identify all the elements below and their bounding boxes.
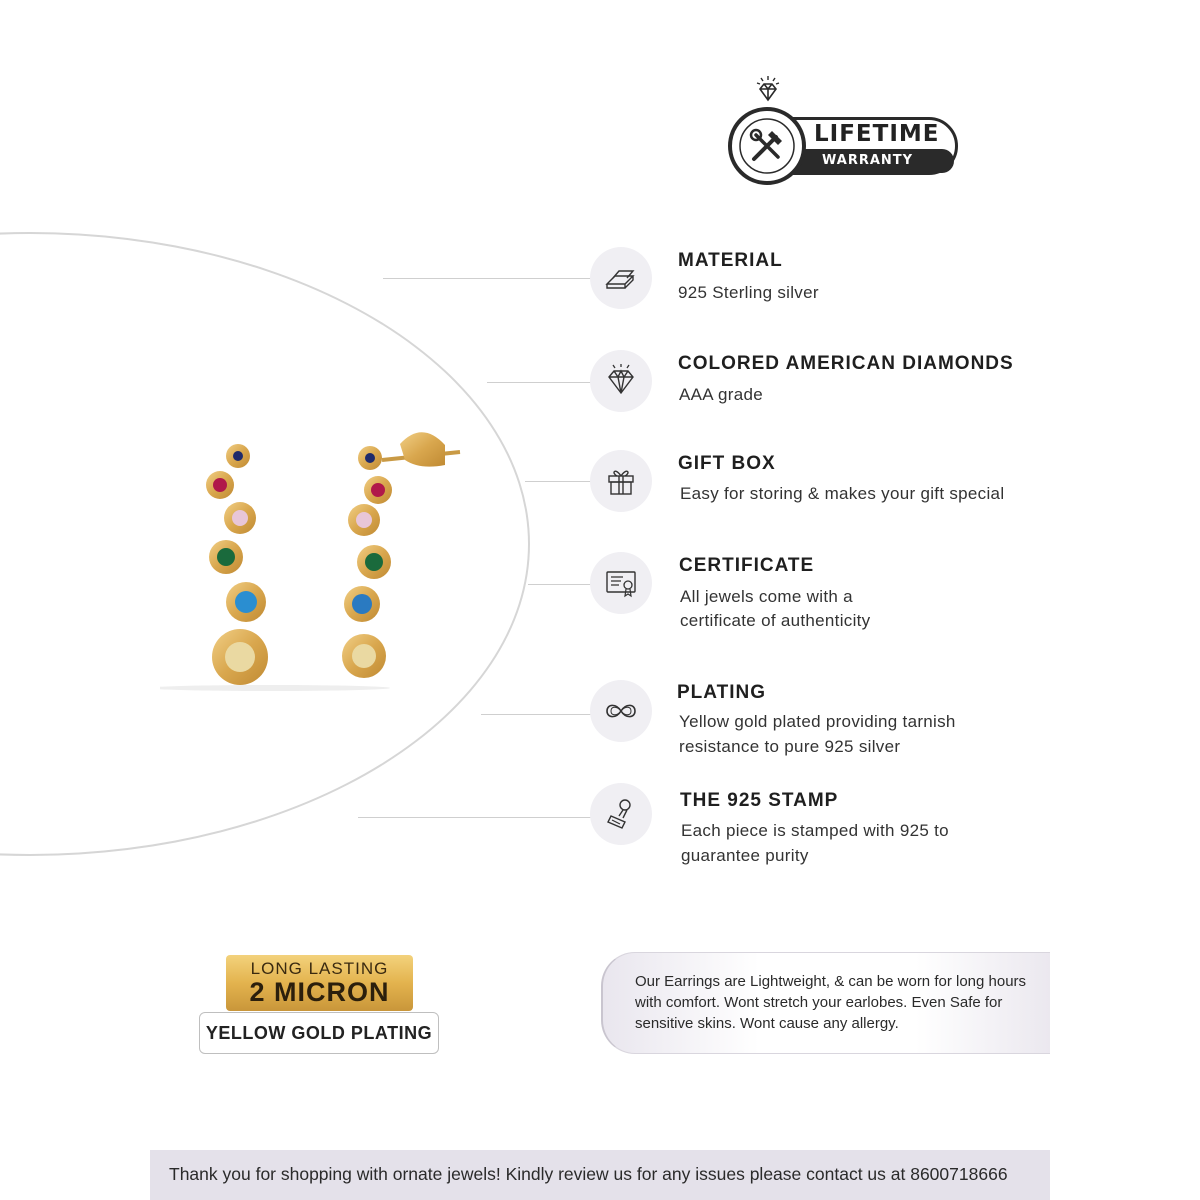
long-lasting-label: LONG LASTING	[250, 959, 389, 978]
footer-banner	[150, 1150, 1050, 1200]
material-title: MATERIAL	[678, 250, 783, 271]
comfort-note-text: Our Earrings are Lightweight, & can be worn for long hours with comfort. Wont stretch your earlobes. Even Safe for sensitive skins. Wont cause any allergy.	[635, 973, 1027, 1032]
stamp-icon	[603, 796, 639, 832]
silver-bar-icon	[603, 260, 639, 296]
lifetime-warranty-badge	[720, 75, 965, 190]
diamonds-desc: AAA grade	[679, 385, 763, 404]
micron-plating-badge	[226, 955, 413, 1011]
earrings-illustration	[160, 420, 480, 700]
warranty-subtitle: WARRANTY	[822, 153, 914, 168]
left-earring	[206, 444, 268, 685]
right-earring	[342, 432, 460, 678]
stamp-title: THE 925 STAMP	[680, 790, 839, 811]
connector-line	[528, 584, 592, 585]
connector-line	[383, 278, 592, 279]
certificate-desc-line1: All jewels come with a	[680, 587, 853, 606]
plating-desc-line1: Yellow gold plated providing tarnish	[679, 712, 956, 731]
yellow-gold-plating-label: YELLOW GOLD PLATING	[199, 1012, 439, 1054]
certificate-title: CERTIFICATE	[679, 555, 815, 576]
connector-line	[487, 382, 592, 383]
diamond-icon	[603, 363, 639, 399]
plating-title: PLATING	[677, 682, 766, 703]
plating-desc-line2: resistance to pure 925 silver	[679, 737, 901, 756]
certificate-icon-badge	[590, 552, 652, 614]
diamond-sparkle-icon	[752, 75, 784, 107]
infinity-icon	[603, 693, 639, 729]
certificate-desc-line2: certificate of authenticity	[680, 611, 871, 630]
material-icon-badge	[590, 247, 652, 309]
gift-box-desc: Easy for storing & makes your gift special	[680, 484, 1005, 503]
connector-line	[358, 817, 592, 818]
material-desc: 925 Sterling silver	[678, 283, 819, 302]
gift-box-title: GIFT BOX	[678, 453, 776, 474]
connector-line	[525, 481, 592, 482]
certificate-icon	[603, 565, 639, 601]
micron-label: 2 MICRON	[249, 977, 390, 1007]
gift-box-icon-badge	[590, 450, 652, 512]
warranty-title: LIFETIME	[814, 121, 940, 147]
stamp-desc-line2: guarantee purity	[681, 846, 809, 865]
stamp-desc-line1: Each piece is stamped with 925 to	[681, 821, 949, 840]
gift-box-icon	[603, 463, 639, 499]
stamp-icon-badge	[590, 783, 652, 845]
diamonds-title: COLORED AMERICAN DIAMONDS	[678, 353, 1014, 374]
plating-icon-badge	[590, 680, 652, 742]
diamond-icon-badge	[590, 350, 652, 412]
connector-line	[481, 714, 592, 715]
footer-text: Thank you for shopping with ornate jewels! Kindly review us for any issues please contact us at 8600718666	[169, 1164, 1008, 1184]
wrench-hammer-icon	[732, 111, 802, 181]
comfort-note-panel	[601, 952, 1050, 1054]
tools-emblem	[728, 107, 806, 185]
